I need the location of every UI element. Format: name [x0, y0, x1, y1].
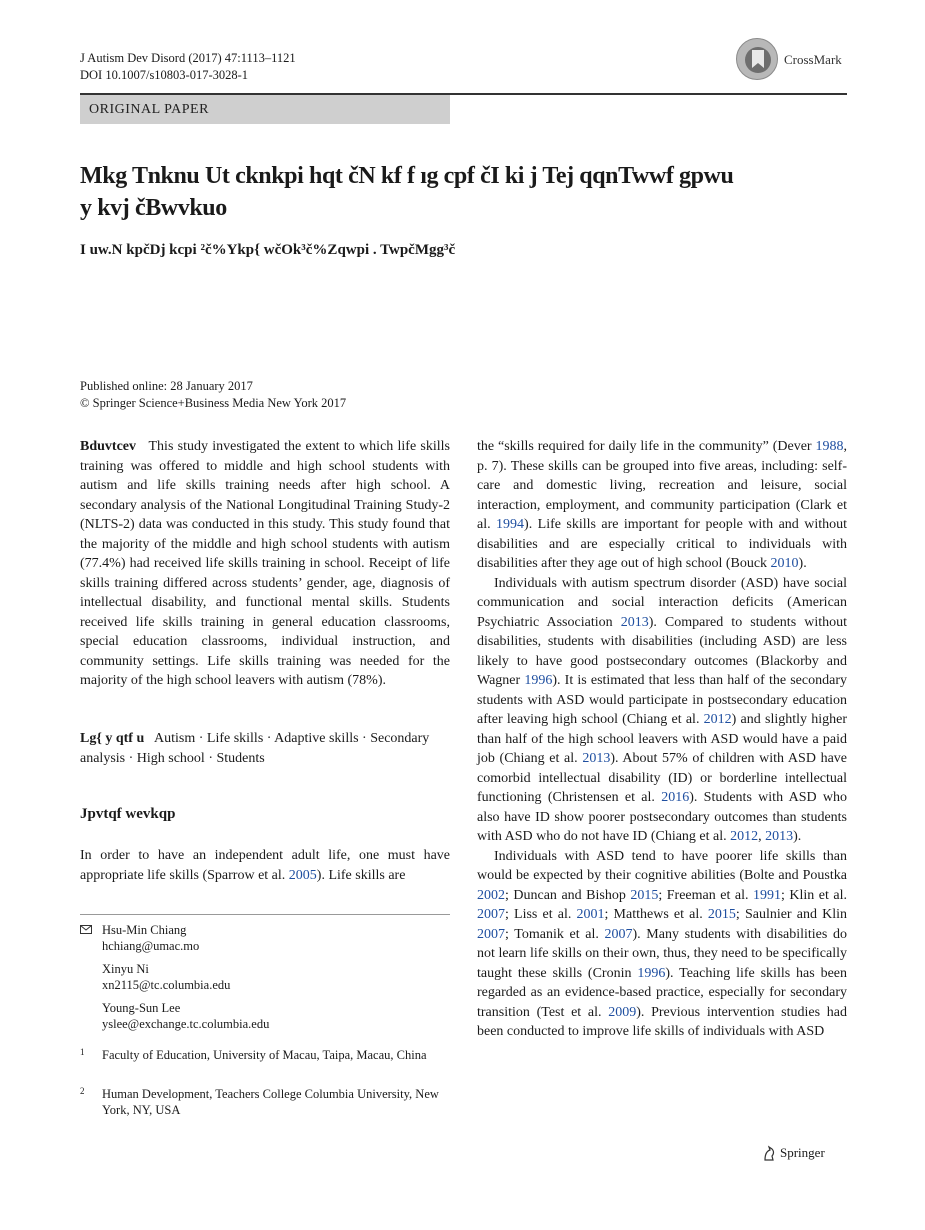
section-banner: ORIGINAL PAPER: [80, 95, 450, 124]
journal-citation: J Autism Dev Disord (2017) 47:1113–1121: [80, 51, 296, 65]
paper-title-line-2: y kvj čBwvkuo: [80, 195, 227, 221]
crossmark-label: CrossMark: [784, 52, 842, 67]
published-date: Published online: 28 January 2017: [80, 379, 253, 393]
keywords: [80, 729, 450, 768]
paragraph-1: [477, 437, 847, 574]
text-run: ). Teaching life skills has been regarded as an evidence-based practice, especially for secondary transition (Test et al.: [477, 965, 847, 1020]
text-run: ). Many students with disabilities do not learn life skills on their own, thus, they need to be specifically taught these skills (Cronin: [477, 926, 847, 981]
publisher-name: Springer: [780, 1145, 825, 1160]
citation-link[interactable]: 2015: [707, 907, 736, 922]
affiliation-2: [80, 1086, 450, 1118]
citation-link[interactable]: 1996: [524, 673, 553, 688]
paragraph-3: [477, 847, 847, 1042]
affiliation-text: Human Development, Teachers College Columbia University, New York, NY, USA: [102, 1087, 439, 1117]
citation-link[interactable]: 1991: [752, 887, 781, 903]
citation-link[interactable]: 2012: [730, 829, 759, 844]
citation-link[interactable]: 2010: [770, 556, 799, 571]
text-run: ,: [758, 829, 766, 844]
citation-link[interactable]: 1994: [496, 517, 525, 532]
citation-link[interactable]: 2005: [288, 867, 317, 883]
contact-name: Xinyu Ni: [102, 962, 149, 976]
text-run: ). Life skills are important for people with and without disabilities and are especially critical to individuals with disabilities after they age out of high school (Bouck: [477, 517, 848, 571]
contact-email[interactable]: yslee@exchange.tc.columbia.edu: [102, 1017, 270, 1031]
contact-name: Young-Sun Lee: [102, 1001, 181, 1015]
abstract-text: This study investigated the extent to which life skills training was offered to middle and high school students with autism and life skills training needs after high school. A secondary analysis of the National Longitudinal Training Study-2 (NLTS-2) data was conducted in this study. This study found that the majority of the middle and high school students with autism (77.4%) had received life skills training in school. Receipt of life skills training differed across students’ gender, age, diagnosis of intellectual disability, and functional mental skills. Students received life skills training in general education classrooms, special education classrooms, individual instruction, and community settings. Life skills training was needed for the majority of the high school leavers with autism (78%).: [80, 439, 450, 688]
author-list: I uw.N kpčDj kcpi ²č%Ykp{ wčOk³č%Zqwpi . TwpčMgg³č: [80, 242, 456, 258]
text-run: ; Freeman et al.: [658, 887, 753, 903]
affiliation-number: 1: [80, 1047, 85, 1057]
citation-link[interactable]: 2013: [582, 751, 611, 766]
text-run: In order to have an independent adult life, one must have appropriate life skills (Sparrow et al.: [80, 848, 450, 883]
text-run: ). About 57% of children with ASD have comorbid intellectual disability (ID) or borderline intellectual functioning (Christensen et al.: [477, 751, 848, 805]
text-run: ; Tomanik et al.: [505, 926, 605, 942]
text-run: Individuals with autism spectrum disorder (ASD) have social communication and social interaction deficits (American Psychiatric Association: [477, 575, 847, 630]
journal-info: [80, 50, 296, 84]
doi[interactable]: DOI 10.1007/s10803-017-3028-1: [80, 68, 249, 82]
abstract-heading: Bduvtcev: [80, 439, 136, 454]
text-run: ; Saulnier and Klin: [735, 907, 847, 922]
citation-link[interactable]: 2007: [477, 926, 505, 942]
citation-link[interactable]: 2007: [477, 907, 505, 922]
envelope-icon: [80, 925, 92, 934]
text-run: ).: [793, 829, 802, 844]
publisher-logo: [780, 1145, 825, 1161]
affiliation-number: 2: [80, 1086, 85, 1096]
contact-email[interactable]: xn2115@tc.columbia.edu: [102, 978, 231, 992]
text-run: ). Compared to students without disabilities, students with disabilities (including ASD) are less likely to have good postsecondary outcomes (Blackorby and Wagner: [477, 614, 847, 688]
contact-1: [80, 922, 450, 954]
contact-3: [80, 1000, 450, 1032]
text-run: ; Duncan and Bishop: [505, 887, 631, 903]
copyright: © Springer Science+Business Media New York 2017: [80, 396, 347, 410]
citation-link[interactable]: 2007: [604, 926, 633, 942]
crossmark-badge[interactable]: [736, 38, 856, 84]
footnote-rule: [80, 914, 450, 915]
right-column: [477, 437, 847, 1042]
paragraph-2: [477, 574, 847, 847]
text-run: ). Previous intervention studies had been conducted to improve life skills of individuals with ASD: [477, 1004, 847, 1039]
citation-link[interactable]: 2009: [608, 1004, 637, 1020]
contact-email[interactable]: hchiang@umac.mo: [102, 939, 200, 953]
citation-link[interactable]: 2012: [703, 712, 732, 727]
text-run: ). It is estimated that less than half of the secondary students with ASD would participate in postsecondary education after leaving high school (Chiang et al.: [477, 673, 847, 727]
citation-link[interactable]: 2016: [661, 790, 690, 805]
abstract: [80, 437, 450, 691]
text-run: the “skills required for daily life in the community” (Dever: [477, 439, 816, 454]
text-run: ). Students with ASD who also have ID show poorer postsecondary outcomes than students with ASD who do not have ID (Chiang et al.: [477, 790, 847, 844]
text-run: ).: [798, 556, 807, 571]
citation-link[interactable]: 2001: [576, 907, 605, 922]
citation-link[interactable]: 2015: [630, 887, 659, 903]
contact-name: Hsu-Min Chiang: [102, 923, 187, 937]
paper-title-line-1: Mkg Tnknu Ut cknkpi hqt čN kf f ıg cpf čI ki j Tej qqnTwwf gpwu: [80, 163, 734, 189]
citation-link[interactable]: 2013: [765, 829, 794, 844]
keywords-heading: Lg{ y qtf u: [80, 731, 145, 746]
intro-heading: Jpvtqf wevkqp: [80, 806, 176, 822]
citation-link[interactable]: 2002: [477, 887, 505, 903]
crossmark-icon: [736, 38, 778, 80]
text-run: Individuals with ASD tend to have poorer life skills than would be expected by their cognitive abilities (Bolte and Poustka: [477, 848, 847, 883]
text-run: ; Klin et al.: [780, 887, 847, 903]
keywords-text: Autism · Life skills · Adaptive skills · Secondary analysis · High school · Students: [80, 731, 430, 766]
text-run: ). Life skills are: [316, 867, 406, 883]
springer-horse-icon: [762, 1145, 776, 1161]
citation-link[interactable]: 2013: [620, 614, 649, 630]
text-run: ; Matthews et al.: [604, 907, 708, 922]
text-run: , p. 7). These skills can be grouped into five areas, including: self-care and domestic living, recreation and leisure, social interaction, employment, and community participation (Clark et al.: [477, 439, 847, 532]
affiliation-1: [80, 1047, 450, 1063]
citation-link[interactable]: 1988: [815, 439, 844, 454]
intro-paragraph: [80, 846, 450, 885]
text-run: ; Liss et al.: [505, 907, 577, 922]
text-run: ) and slightly higher than half of the high school leavers with ASD would have a paid job (Chiang et al.: [477, 712, 847, 766]
paper-title: [80, 160, 780, 224]
contact-2: [80, 961, 450, 993]
citation-link[interactable]: 1996: [637, 965, 666, 981]
publication-info: [80, 378, 346, 412]
affiliation-text: Faculty of Education, University of Macau, Taipa, Macau, China: [102, 1048, 427, 1062]
